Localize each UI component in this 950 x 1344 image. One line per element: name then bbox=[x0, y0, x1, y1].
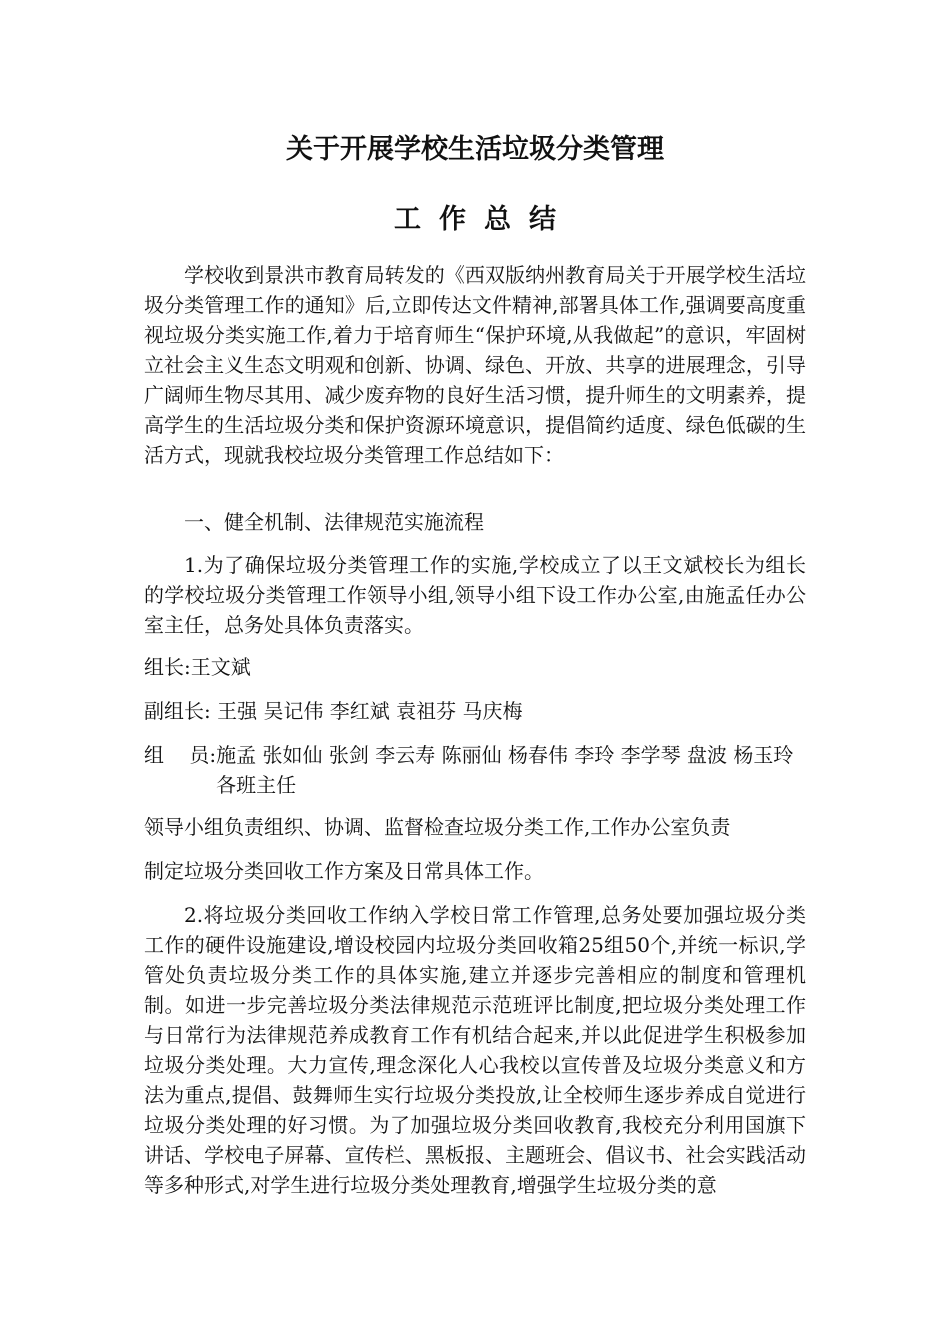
section-heading-1: 一、健全机制、法律规范实施流程 bbox=[184, 510, 484, 534]
group-leader-line: 组长:王文斌 bbox=[144, 655, 251, 679]
group-members-label: 组 员: bbox=[144, 743, 217, 767]
group-members-names: 施孟 张如仙 张剑 李云寿 陈丽仙 杨春伟 李玲 李学琴 盘波 杨玉玲 各班主任 bbox=[216, 743, 794, 797]
duty-line-2: 制定垃圾分类回收工作方案及日常具体工作。 bbox=[144, 859, 544, 883]
group-members-line bbox=[144, 740, 806, 800]
document-subtitle: 工作总结 bbox=[394, 204, 574, 235]
group-vice-line: 副组长: 王强 吴记伟 李红斌 袁祖芬 马庆梅 bbox=[144, 699, 523, 723]
item-2-paragraph: 2.将垃圾分类回收工作纳入学校日常工作管理,总务处要加强垃圾分类工作的硬件设施建设,增设校园内垃圾分类回收箱25组50个,并统一标识,学管处负责垃圾分类工作的具体实施,建立并逐步完善相应的制度和管理机制。如进一步完善垃圾分类法律规范示范班评比制度,把垃圾分类处理工作与日常行为法律规范养成教育工作有机结合起来,并以此促进学生积极参加垃圾分类处理。大力宣传,理念深化人心我校以宣传普及垃圾分类意义和方法为重点,提倡、鼓舞师生实行垃圾分类投放,让全校师生逐步养成自觉进行垃圾分类处理的好习惯。为了加强垃圾分类回收教育,我校充分利用国旗下讲话、学校电子屏幕、宣传栏、黑板报、主题班会、倡议书、社会实践活动等多种形式,对学生进行垃圾分类处理教育,增强学生垃圾分类的意 bbox=[144, 903, 806, 1197]
document-title: 关于开展学校生活垃圾分类管理 bbox=[286, 134, 664, 165]
duty-line-1: 领导小组负责组织、协调、监督检查垃圾分类工作,工作办公室负责 bbox=[144, 815, 731, 839]
intro-paragraph: 学校收到景洪市教育局转发的《西双版纳州教育局关于开展学校生活垃圾分类管理工作的通知》后,立即传达文件精神,部署具体工作,强调要高度重视垃圾分类实施工作,着力于培育师生“保护环境,从我做起”的意识，牢固树立社会主义生态文明观和创新、协调、绿色、开放、共享的进展理念，引导广阔师生物尽其用、减少废弃物的良好生活习惯，提升师生的文明素养，提高学生的生活垃圾分类和保护资源环境意识，提倡简约适度、绿色低碳的生活方式，现就我校垃圾分类管理工作总结如下： bbox=[144, 263, 806, 467]
item-1-paragraph: 1.为了确保垃圾分类管理工作的实施,学校成立了以王文斌校长为组长的学校垃圾分类管理工作领导小组,领导小组下设工作办公室,由施孟任办公室主任，总务处具体负责落实。 bbox=[144, 553, 806, 637]
